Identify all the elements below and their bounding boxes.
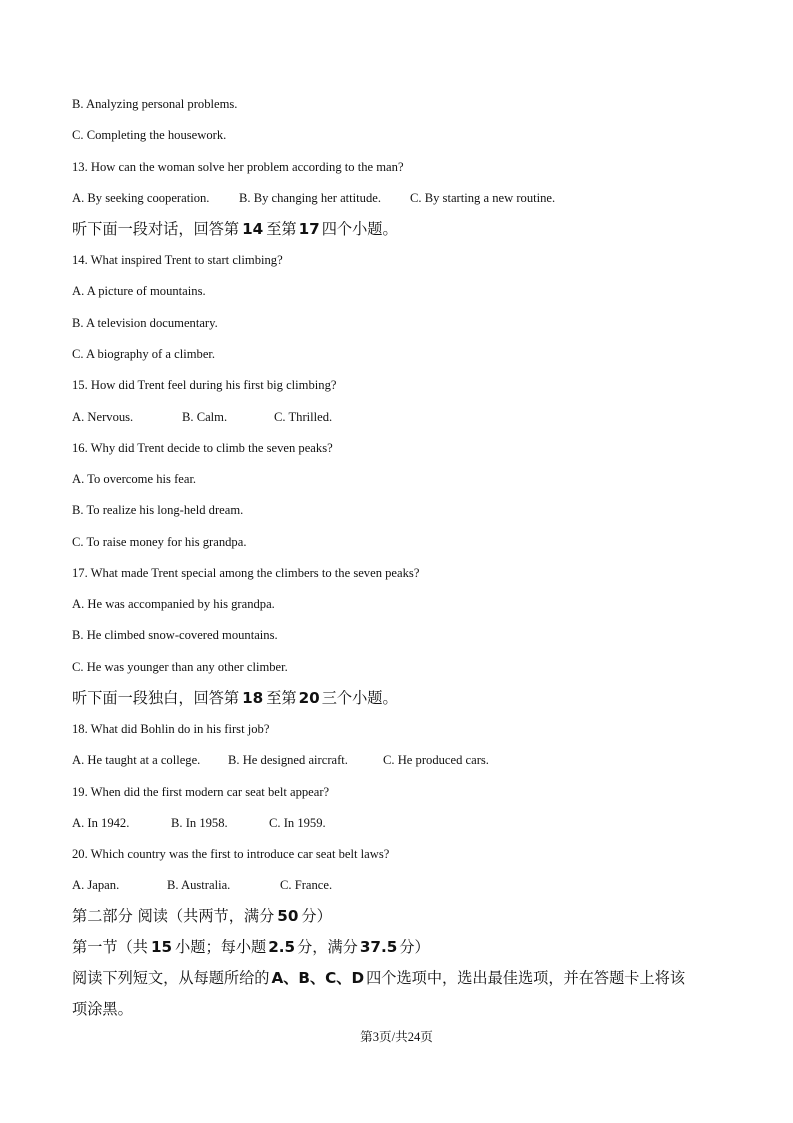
footer-text: 页/共 — [379, 1030, 408, 1044]
page-footer — [0, 1026, 793, 1045]
heading-number: 17 — [298, 220, 320, 238]
heading-text: 听下面一段对话，回答第 — [72, 220, 240, 238]
heading-text: 分，满分 — [297, 938, 358, 956]
question-19-options — [72, 815, 326, 831]
question-16-option-b: B. To realize his long-held dream. — [72, 503, 244, 517]
heading-number: 20 — [298, 689, 320, 707]
question-13-stem: 13. How can the woman solve her problem according to the man? — [72, 160, 404, 174]
footer-text: 第 — [360, 1030, 373, 1044]
question-18-stem: 18. What did Bohlin do in his first job? — [72, 722, 270, 736]
question-17-option-b: B. He climbed snow-covered mountains. — [72, 628, 278, 642]
question-15-stem: 15. How did Trent feel during his first big climbing? — [72, 378, 337, 392]
question-16-option-a: A. To overcome his fear. — [72, 472, 197, 486]
heading-text: 听下面一段独白，回答第 — [72, 689, 240, 707]
option-a: A. In 1942. — [72, 816, 130, 830]
heading-number: 18 — [242, 689, 264, 707]
option-a: A. He taught at a college. — [72, 753, 201, 767]
option-b: B. In 1958. — [171, 816, 228, 830]
footer-text: 页 — [420, 1030, 433, 1044]
section-one-heading — [72, 937, 430, 957]
option-b: B. By changing her attitude. — [239, 191, 381, 205]
heading-text: 小题；每小题 — [175, 938, 267, 956]
question-15-options — [72, 409, 332, 425]
heading-text: 第二部分 阅读（共两节，满分 — [72, 907, 275, 925]
question-16-option-c: C. To raise money for his grandpa. — [72, 535, 247, 549]
option-c: C. He produced cars. — [383, 753, 489, 767]
question-12-option-c: C. Completing the housework. — [72, 128, 227, 142]
instructions-text: 四个选项中，选出最佳选项，并在答题卡上将该 — [366, 969, 686, 987]
heading-number: 2.5 — [268, 938, 296, 956]
total-pages: 24 — [407, 1030, 421, 1044]
question-14-option-c: C. A biography of a climber. — [72, 347, 216, 361]
question-14-option-a: A. A picture of mountains. — [72, 284, 206, 298]
heading-number: 15 — [150, 938, 173, 956]
question-14-stem: 14. What inspired Trent to start climbing? — [72, 253, 283, 267]
question-19-stem: 19. When did the first modern car seat belt appear? — [72, 785, 330, 799]
heading-number: 14 — [242, 220, 264, 238]
question-17-option-a: A. He was accompanied by his grandpa. — [72, 597, 275, 611]
heading-text: 至第 — [266, 220, 297, 238]
option-a: A. Nervous. — [72, 410, 134, 424]
question-14-option-b: B. A television documentary. — [72, 316, 218, 330]
question-17-option-c: C. He was younger than any other climber. — [72, 660, 288, 674]
question-16-stem: 16. Why did Trent decide to climb the seven peaks? — [72, 441, 333, 455]
heading-number: 50 — [277, 907, 299, 925]
option-c: C. Thrilled. — [274, 410, 333, 424]
question-20-stem: 20. Which country was the first to introduce car seat belt laws? — [72, 847, 390, 861]
question-12-option-b: B. Analyzing personal problems. — [72, 97, 238, 111]
heading-number: 37.5 — [359, 938, 398, 956]
option-b: B. Calm. — [182, 410, 228, 424]
heading-text: 至第 — [266, 689, 297, 707]
heading-text: 分） — [301, 907, 332, 925]
question-17-stem: 17. What made Trent special among the climbers to the seven peaks? — [72, 566, 420, 580]
question-20-options — [72, 877, 332, 893]
heading-text: 三个小题。 — [321, 689, 398, 707]
section-heading-18-20 — [72, 688, 398, 708]
question-13-options — [72, 190, 555, 206]
option-c: C. By starting a new routine. — [410, 191, 556, 205]
heading-text: 分） — [399, 938, 430, 956]
option-c: C. France. — [280, 878, 333, 892]
instructions-line-2: 项涂黑。 — [72, 1000, 133, 1018]
instructions-line-1 — [72, 968, 685, 988]
part-two-heading — [72, 906, 332, 926]
option-b: B. He designed aircraft. — [228, 753, 348, 767]
option-a: A. Japan. — [72, 878, 120, 892]
option-a: A. By seeking cooperation. — [72, 191, 210, 205]
option-c: C. In 1959. — [269, 816, 326, 830]
page-number: 3 — [372, 1030, 379, 1044]
heading-text: 四个小题。 — [321, 220, 398, 238]
option-letters: A、B、C、D — [271, 969, 365, 987]
section-heading-14-17 — [72, 219, 398, 239]
heading-text: 第一节（共 — [72, 938, 148, 956]
question-18-options — [72, 752, 489, 768]
option-b: B. Australia. — [167, 878, 231, 892]
instructions-text: 阅读下列短文，从每题所给的 — [72, 969, 270, 987]
